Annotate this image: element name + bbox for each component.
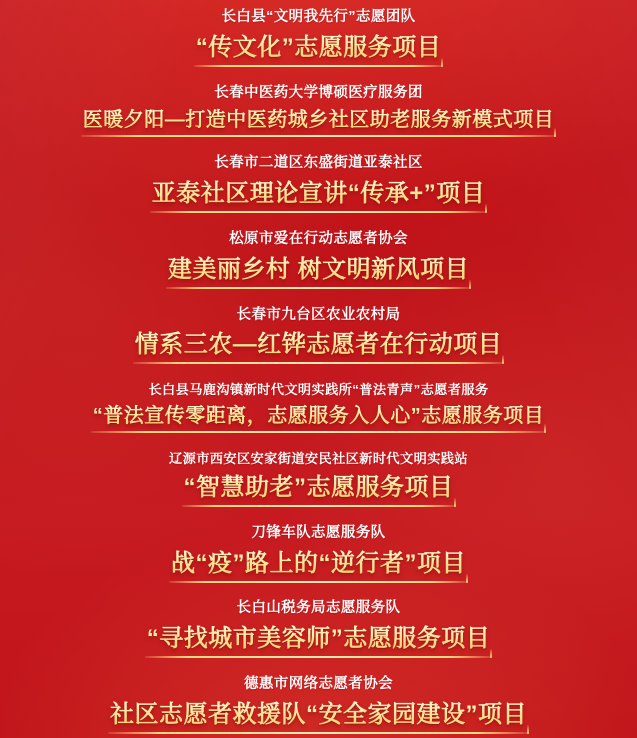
project-title-underline [164, 255, 473, 288]
list-item [12, 597, 625, 658]
organization-name: 长白山税务局志愿服务队 [236, 600, 401, 617]
project-title: 医暖夕阳—打造中医药城乡社区助老服务新模式项目 [82, 109, 555, 132]
project-title-underline [131, 330, 507, 363]
project-title-underline [89, 404, 549, 432]
project-title: 情系三农—红铧志愿者在行动项目 [134, 331, 503, 359]
project-title-underline [192, 33, 446, 66]
list-item [12, 6, 625, 67]
list-item [12, 152, 625, 213]
list-item [12, 673, 625, 734]
list-item [12, 228, 625, 289]
project-title: “普法宣传零距离，志愿服务入人心”志愿服务项目 [92, 405, 545, 428]
organization-name: 长春中医药大学博硕医疗服务团 [214, 84, 423, 101]
project-title-underline [106, 700, 531, 733]
list-item [12, 304, 625, 365]
project-title: “智慧助老”志愿服务项目 [183, 473, 454, 501]
organization-name: 长春市二道区东盛街道亚泰社区 [214, 155, 423, 172]
organization-name: 刀锋车队志愿服务队 [251, 524, 386, 541]
project-title-underline [79, 108, 559, 136]
project-title: 战“疫”路上的“逆行者”项目 [171, 549, 466, 577]
organization-name: 德惠市网络志愿者协会 [244, 676, 393, 693]
list-item [12, 82, 625, 138]
project-title-underline [180, 473, 458, 506]
project-title: 社区志愿者救援队“安全家园建设”项目 [110, 700, 527, 728]
organization-name: 长白县“文明我先行”志愿团队 [221, 9, 416, 25]
list-item [12, 448, 625, 507]
project-title: 建美丽乡村 树文明新风项目 [167, 255, 470, 283]
project-title-underline [167, 549, 470, 582]
organization-name: 松原市爱在行动志愿者协会 [229, 231, 408, 248]
project-title: “寻找城市美容师”志愿服务项目 [146, 625, 491, 653]
list-item [12, 379, 625, 433]
project-title: 亚泰社区理论宣讲“传承+”项目 [151, 180, 486, 208]
list-item [12, 522, 625, 583]
project-title-underline [148, 179, 490, 212]
organization-name: 长白县马鹿沟镇新时代文明实践所“普法青声”志愿者服务 [148, 382, 489, 398]
project-title-underline [143, 624, 495, 657]
project-title: “传文化”志愿服务项目 [195, 33, 442, 61]
organization-name: 辽源市西安区安家街道安民社区新时代文明实践站 [169, 451, 468, 467]
organization-name: 长春市九台区农业农村局 [236, 306, 401, 323]
